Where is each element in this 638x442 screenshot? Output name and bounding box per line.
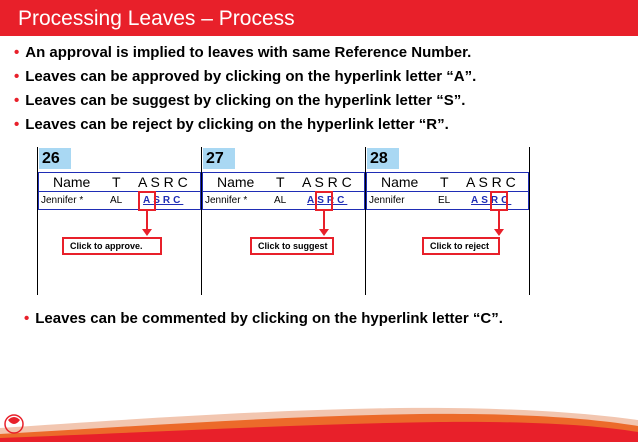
asrc-column-header: A S R C — [138, 174, 188, 190]
arrow-line — [323, 211, 325, 230]
table-header — [202, 172, 365, 192]
bullet-icon: • — [14, 68, 20, 85]
bullet-text: Leaves can be suggest by clicking on the hyperlink letter “S”. — [25, 92, 466, 109]
table-row — [202, 192, 365, 210]
employee-name: Jennifer * — [205, 195, 248, 206]
bullet-icon: • — [14, 44, 20, 61]
bullet-text: Leaves can be approved by clicking on the hyperlink letter “A”. — [25, 68, 477, 85]
bullet-list — [14, 41, 476, 137]
arrow-line — [146, 211, 148, 230]
employee-name: Jennifer — [369, 195, 405, 206]
table-header — [38, 172, 201, 192]
arrow-head-icon — [319, 229, 329, 236]
highlight-box — [315, 191, 333, 211]
bullet-item — [14, 89, 476, 113]
highlight-box — [490, 191, 508, 211]
type-column-header: T — [440, 174, 449, 190]
callout-suggest: Click to suggest — [250, 237, 334, 255]
bullet-item-comment — [24, 310, 503, 327]
day-number: 26 — [39, 148, 71, 169]
bullet-item — [14, 113, 476, 137]
bullet-text: Leaves can be reject by clicking on the hyperlink letter “R”. — [25, 116, 449, 133]
table-header — [366, 172, 529, 192]
footer-wave-decoration — [0, 380, 638, 442]
name-column-header: Name — [381, 174, 419, 190]
bullet-icon: • — [24, 310, 30, 327]
arrow-head-icon — [494, 229, 504, 236]
arrow-head-icon — [142, 229, 152, 236]
leave-type: AL — [274, 195, 287, 206]
callout-reject: Click to reject — [422, 237, 500, 255]
highlight-box — [138, 191, 156, 211]
employee-name: Jennifer * — [41, 195, 84, 206]
asrc-links[interactable]: ASRC — [143, 195, 184, 206]
bullet-item — [14, 41, 476, 65]
leave-type: AL — [110, 195, 123, 206]
title-bar — [0, 0, 638, 36]
name-column-header: Name — [53, 174, 91, 190]
day-number: 28 — [367, 148, 399, 169]
bullet-text: Leaves can be commented by clicking on the hyperlink letter “C”. — [35, 310, 503, 327]
bullet-icon: • — [14, 116, 20, 133]
arrow-line — [498, 211, 500, 230]
asrc-links[interactable]: ASRC — [471, 195, 512, 206]
day-number: 27 — [203, 148, 235, 169]
bullet-item — [14, 65, 476, 89]
type-column-header: T — [112, 174, 121, 190]
screenshot-suggest — [201, 147, 366, 295]
bullet-icon: • — [14, 92, 20, 109]
screenshot-reject — [365, 147, 530, 295]
type-column-header: T — [276, 174, 285, 190]
callout-approve: Click to approve. — [62, 237, 162, 255]
table-row — [38, 192, 201, 210]
asrc-links[interactable]: ASRC — [307, 195, 348, 206]
name-column-header: Name — [217, 174, 255, 190]
leave-type: EL — [438, 195, 451, 206]
bullet-text: An approval is implied to leaves with same Reference Number. — [25, 44, 472, 61]
asrc-column-header: A S R C — [302, 174, 352, 190]
slide-title: Processing Leaves – Process — [18, 7, 295, 30]
screenshot-approve — [37, 147, 202, 295]
asrc-column-header: A S R C — [466, 174, 516, 190]
